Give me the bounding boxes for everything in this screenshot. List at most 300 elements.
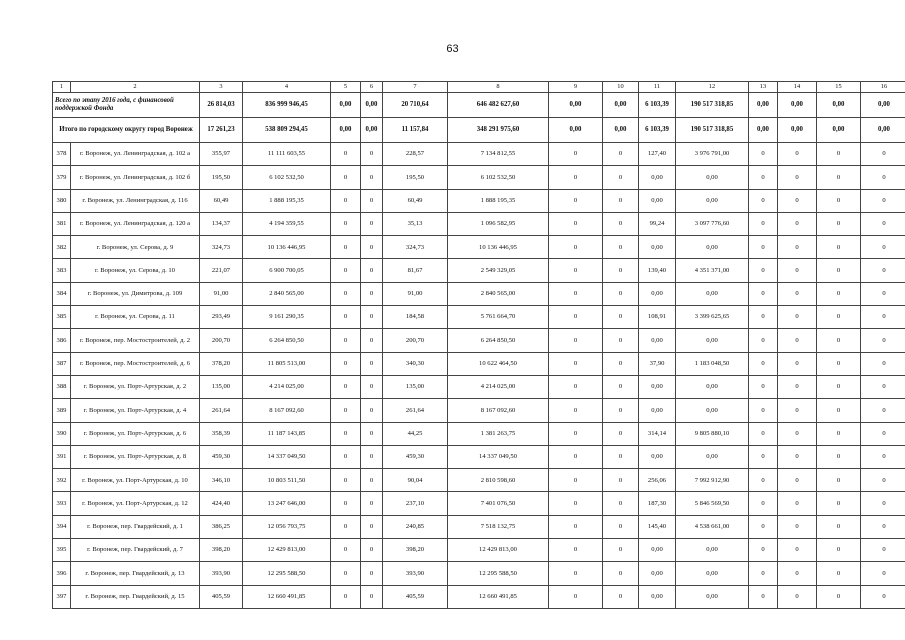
row-number: 380 [53, 189, 71, 212]
total-value: 0,00 [549, 118, 603, 143]
row-value: 60,49 [383, 189, 448, 212]
row-value: 10 622 464,50 [448, 352, 549, 375]
row-value: 2 840 565,00 [243, 282, 331, 305]
row-value: 0,00 [639, 585, 676, 608]
total-value: 836 999 946,45 [243, 93, 331, 118]
row-value: 200,70 [383, 329, 448, 352]
row-value: 8 167 092,60 [243, 399, 331, 422]
table-row [53, 259, 905, 282]
column-number: 5 [331, 82, 361, 93]
row-value: 0 [861, 515, 905, 538]
row-value: 81,67 [383, 259, 448, 282]
row-value: 0 [817, 259, 861, 282]
table-row [53, 585, 905, 608]
row-value: 424,40 [200, 492, 243, 515]
total-value: 0,00 [361, 118, 383, 143]
row-value: 324,73 [383, 236, 448, 259]
row-value: 0 [549, 306, 603, 329]
total-value: 0,00 [549, 93, 603, 118]
row-value: 7 401 076,50 [448, 492, 549, 515]
row-number: 382 [53, 236, 71, 259]
row-value: 11 805 513,00 [243, 352, 331, 375]
row-value: 0 [749, 143, 778, 166]
row-value: 4 538 661,00 [676, 515, 749, 538]
row-value: 6 264 850,50 [448, 329, 549, 352]
row-value: 0 [361, 212, 383, 235]
table-body [53, 82, 905, 609]
row-value: 12 056 793,75 [243, 515, 331, 538]
row-value: 4 351 371,00 [676, 259, 749, 282]
row-value: 134,37 [200, 212, 243, 235]
row-value: 0 [331, 143, 361, 166]
row-value: 0 [549, 212, 603, 235]
column-number: 16 [861, 82, 905, 93]
row-value: 340,30 [383, 352, 448, 375]
row-value: 4 214 025,00 [243, 375, 331, 398]
row-value: 0 [749, 259, 778, 282]
row-value: 9 161 290,35 [243, 306, 331, 329]
table-row [53, 143, 905, 166]
row-value: 0,00 [676, 562, 749, 585]
row-value: 0 [749, 585, 778, 608]
row-value: 0 [749, 329, 778, 352]
row-value: 135,00 [200, 375, 243, 398]
row-value: 0,00 [676, 585, 749, 608]
row-value: 1 381 263,75 [448, 422, 549, 445]
row-value: 91,00 [200, 282, 243, 305]
row-value: 195,50 [200, 166, 243, 189]
row-value: 0 [778, 329, 817, 352]
row-value: 0 [603, 259, 639, 282]
total-label: Всего по этапу 2016 года, с финансовой поддержкой Фонда [53, 93, 200, 118]
row-value: 139,40 [639, 259, 676, 282]
row-value: 184,58 [383, 306, 448, 329]
column-number: 15 [817, 82, 861, 93]
row-value: 7 518 132,75 [448, 515, 549, 538]
row-value: 0 [549, 282, 603, 305]
table-row [53, 539, 905, 562]
row-value: 0 [817, 282, 861, 305]
row-value: 0 [361, 422, 383, 445]
row-number: 384 [53, 282, 71, 305]
row-value: 0 [817, 375, 861, 398]
row-value: 324,73 [200, 236, 243, 259]
row-address: г. Воронеж, ул. Порт-Артурская, д. 8 [71, 445, 200, 468]
row-value: 0 [361, 469, 383, 492]
row-value: 0,00 [639, 329, 676, 352]
row-value: 0 [549, 539, 603, 562]
row-value: 0 [778, 212, 817, 235]
table-row [53, 399, 905, 422]
row-value: 0 [331, 445, 361, 468]
row-value: 0,00 [676, 329, 749, 352]
total-value: 0,00 [603, 118, 639, 143]
row-value: 0 [817, 469, 861, 492]
row-value: 37,90 [639, 352, 676, 375]
row-value: 3 399 625,65 [676, 306, 749, 329]
row-value: 0,00 [639, 189, 676, 212]
row-value: 0 [778, 259, 817, 282]
column-number: 1 [53, 82, 71, 93]
row-value: 14 337 049,50 [448, 445, 549, 468]
row-value: 6 900 700,05 [243, 259, 331, 282]
total-value: 11 157,84 [383, 118, 448, 143]
row-value: 0 [361, 399, 383, 422]
row-value: 0 [331, 166, 361, 189]
row-value: 0 [861, 143, 905, 166]
row-value: 0,00 [639, 445, 676, 468]
row-value: 0 [549, 189, 603, 212]
row-value: 256,06 [639, 469, 676, 492]
row-value: 0 [361, 189, 383, 212]
row-value: 0 [778, 166, 817, 189]
row-value: 0 [331, 352, 361, 375]
row-value: 0 [817, 445, 861, 468]
column-number: 2 [71, 82, 200, 93]
row-number: 391 [53, 445, 71, 468]
row-value: 2 840 565,00 [448, 282, 549, 305]
row-value: 0 [861, 562, 905, 585]
row-value: 12 295 588,50 [448, 562, 549, 585]
row-value: 0 [361, 143, 383, 166]
row-value: 2 549 329,05 [448, 259, 549, 282]
row-value: 9 805 880,10 [676, 422, 749, 445]
row-value: 0 [549, 375, 603, 398]
row-value: 0 [361, 236, 383, 259]
row-number: 379 [53, 166, 71, 189]
row-number: 397 [53, 585, 71, 608]
row-value: 0 [549, 236, 603, 259]
row-value: 386,25 [200, 515, 243, 538]
row-value: 0 [749, 212, 778, 235]
row-value: 1 888 195,35 [243, 189, 331, 212]
row-value: 0,00 [639, 562, 676, 585]
total-value: 26 814,03 [200, 93, 243, 118]
row-value: 0 [861, 259, 905, 282]
row-value: 398,20 [200, 539, 243, 562]
row-value: 0,00 [639, 539, 676, 562]
row-value: 0 [549, 515, 603, 538]
row-value: 0 [778, 445, 817, 468]
total-value: 0,00 [331, 118, 361, 143]
row-value: 4 194 359,55 [243, 212, 331, 235]
column-number-row [53, 82, 905, 93]
row-value: 145,40 [639, 515, 676, 538]
row-value: 0 [603, 562, 639, 585]
row-value: 0 [749, 469, 778, 492]
row-value: 0 [361, 375, 383, 398]
row-value: 0 [549, 492, 603, 515]
row-value: 0 [331, 515, 361, 538]
row-address: г. Воронеж, ул. Ленинградская, д. 102 а [71, 143, 200, 166]
row-value: 0 [549, 445, 603, 468]
row-value: 0,00 [676, 166, 749, 189]
row-value: 11 111 603,55 [243, 143, 331, 166]
row-address: г. Воронеж, пер. Мостостроителей, д. 2 [71, 329, 200, 352]
row-value: 0 [817, 189, 861, 212]
row-value: 0 [778, 236, 817, 259]
row-value: 0 [817, 306, 861, 329]
total-value: 0,00 [778, 118, 817, 143]
row-value: 0 [817, 166, 861, 189]
row-value: 0 [549, 562, 603, 585]
row-value: 0 [778, 539, 817, 562]
row-value: 0 [817, 399, 861, 422]
row-value: 293,49 [200, 306, 243, 329]
row-value: 0 [749, 189, 778, 212]
row-number: 393 [53, 492, 71, 515]
row-value: 0 [861, 189, 905, 212]
column-number: 4 [243, 82, 331, 93]
row-value: 0 [861, 539, 905, 562]
row-value: 0 [817, 329, 861, 352]
row-number: 396 [53, 562, 71, 585]
row-value: 8 167 092,60 [448, 399, 549, 422]
row-value: 0 [861, 445, 905, 468]
table-row [53, 492, 905, 515]
row-value: 0 [603, 189, 639, 212]
row-value: 0 [749, 236, 778, 259]
row-value: 0 [361, 329, 383, 352]
total-value: 0,00 [817, 118, 861, 143]
row-value: 3 976 791,00 [676, 143, 749, 166]
column-number: 10 [603, 82, 639, 93]
row-value: 0 [603, 329, 639, 352]
row-value: 127,40 [639, 143, 676, 166]
column-number: 6 [361, 82, 383, 93]
row-address: г. Воронеж, ул. Ленинградская, д. 102 б [71, 166, 200, 189]
row-value: 2 810 598,60 [448, 469, 549, 492]
row-address: г. Воронеж, ул. Ленинградская, д. 120 а [71, 212, 200, 235]
row-address: г. Воронеж, ул. Серова, д. 11 [71, 306, 200, 329]
row-value: 0,00 [676, 399, 749, 422]
total-value: 6 103,39 [639, 93, 676, 118]
table-row [53, 562, 905, 585]
row-number: 394 [53, 515, 71, 538]
row-value: 0 [603, 492, 639, 515]
row-value: 5 846 569,50 [676, 492, 749, 515]
row-address: г. Воронеж, пер. Гвардейский, д. 15 [71, 585, 200, 608]
row-value: 0 [861, 282, 905, 305]
row-value: 195,50 [383, 166, 448, 189]
table-row [53, 236, 905, 259]
row-value: 0 [861, 422, 905, 445]
row-value: 0 [361, 445, 383, 468]
row-value: 6 102 532,50 [448, 166, 549, 189]
row-value: 0 [817, 143, 861, 166]
row-number: 388 [53, 375, 71, 398]
row-address: г. Воронеж, пер. Мостостроителей, д. 6 [71, 352, 200, 375]
row-value: 0 [549, 585, 603, 608]
row-value: 393,90 [200, 562, 243, 585]
row-value: 0 [603, 445, 639, 468]
row-value: 0 [861, 375, 905, 398]
row-value: 0 [603, 212, 639, 235]
row-value: 1 183 048,50 [676, 352, 749, 375]
row-number: 383 [53, 259, 71, 282]
column-number: 7 [383, 82, 448, 93]
row-value: 0 [331, 492, 361, 515]
row-value: 459,30 [200, 445, 243, 468]
total-value: 0,00 [749, 93, 778, 118]
row-value: 10 136 446,95 [448, 236, 549, 259]
row-value: 0 [817, 539, 861, 562]
row-value: 0 [361, 539, 383, 562]
row-number: 381 [53, 212, 71, 235]
row-number: 392 [53, 469, 71, 492]
row-address: г. Воронеж, ул. Серова, д. 10 [71, 259, 200, 282]
total-label: Итого по городскому округу город Воронеж [53, 118, 200, 143]
row-number: 385 [53, 306, 71, 329]
row-value: 0 [749, 515, 778, 538]
row-value: 0 [749, 492, 778, 515]
row-value: 90,04 [383, 469, 448, 492]
table-row [53, 306, 905, 329]
row-value: 0 [861, 306, 905, 329]
row-value: 0 [361, 282, 383, 305]
column-number: 3 [200, 82, 243, 93]
row-value: 0,00 [639, 282, 676, 305]
row-value: 0 [331, 469, 361, 492]
row-value: 0 [603, 375, 639, 398]
row-value: 3 097 776,60 [676, 212, 749, 235]
row-address: г. Воронеж, ул. Серова, д. 9 [71, 236, 200, 259]
row-address: г. Воронеж, ул. Порт-Артурская, д. 12 [71, 492, 200, 515]
row-value: 44,25 [383, 422, 448, 445]
row-number: 387 [53, 352, 71, 375]
row-value: 0 [603, 236, 639, 259]
row-value: 237,10 [383, 492, 448, 515]
row-value: 0 [549, 422, 603, 445]
row-value: 405,59 [383, 585, 448, 608]
row-value: 0 [549, 143, 603, 166]
row-number: 389 [53, 399, 71, 422]
row-value: 0 [603, 166, 639, 189]
row-value: 0 [331, 539, 361, 562]
row-address: г. Воронеж, ул. Димитрова, д. 109 [71, 282, 200, 305]
row-value: 14 337 049,50 [243, 445, 331, 468]
total-row-stage [53, 93, 905, 118]
row-value: 6 264 850,50 [243, 329, 331, 352]
row-value: 0 [749, 399, 778, 422]
row-value: 0 [861, 352, 905, 375]
row-value: 0 [817, 492, 861, 515]
table-row [53, 189, 905, 212]
table-row [53, 166, 905, 189]
row-value: 0 [603, 585, 639, 608]
housing-program-table [52, 81, 905, 609]
row-value: 0 [749, 166, 778, 189]
row-value: 0 [817, 515, 861, 538]
row-value: 358,39 [200, 422, 243, 445]
row-value: 0 [603, 306, 639, 329]
row-value: 228,57 [383, 143, 448, 166]
row-value: 5 761 664,70 [448, 306, 549, 329]
row-value: 0 [549, 469, 603, 492]
row-value: 1 096 582,95 [448, 212, 549, 235]
row-number: 386 [53, 329, 71, 352]
row-value: 0,00 [676, 189, 749, 212]
total-value: 6 103,39 [639, 118, 676, 143]
total-value: 0,00 [778, 93, 817, 118]
row-value: 240,85 [383, 515, 448, 538]
row-value: 0 [817, 236, 861, 259]
row-value: 0,00 [639, 399, 676, 422]
column-number: 11 [639, 82, 676, 93]
row-value: 0 [361, 515, 383, 538]
row-value: 0 [603, 469, 639, 492]
row-value: 10 136 446,95 [243, 236, 331, 259]
row-value: 0 [749, 306, 778, 329]
row-value: 0 [778, 399, 817, 422]
table-row [53, 329, 905, 352]
row-address: г. Воронеж, ул. Порт-Артурская, д. 4 [71, 399, 200, 422]
row-value: 0 [331, 329, 361, 352]
row-value: 0 [549, 329, 603, 352]
row-value: 0 [861, 585, 905, 608]
row-value: 393,90 [383, 562, 448, 585]
row-value: 459,30 [383, 445, 448, 468]
row-address: г. Воронеж, пер. Гвардейский, д. 1 [71, 515, 200, 538]
row-value: 135,00 [383, 375, 448, 398]
row-value: 0 [361, 562, 383, 585]
row-value: 7 134 812,55 [448, 143, 549, 166]
total-row-city [53, 118, 905, 143]
row-value: 0 [331, 585, 361, 608]
row-value: 0 [603, 282, 639, 305]
row-value: 0,00 [676, 375, 749, 398]
row-value: 261,64 [200, 399, 243, 422]
row-value: 0 [603, 143, 639, 166]
row-address: г. Воронеж, пер. Гвардейский, д. 7 [71, 539, 200, 562]
row-value: 12 429 813,00 [243, 539, 331, 562]
row-value: 0 [549, 166, 603, 189]
column-number: 12 [676, 82, 749, 93]
row-value: 0 [331, 259, 361, 282]
row-value: 0 [861, 212, 905, 235]
row-value: 0 [778, 375, 817, 398]
column-number: 8 [448, 82, 549, 93]
total-value: 0,00 [603, 93, 639, 118]
row-value: 0 [817, 212, 861, 235]
column-number: 9 [549, 82, 603, 93]
row-value: 91,00 [383, 282, 448, 305]
row-value: 0 [817, 585, 861, 608]
total-value: 190 517 318,85 [676, 118, 749, 143]
row-number: 395 [53, 539, 71, 562]
table-row [53, 469, 905, 492]
row-value: 35,13 [383, 212, 448, 235]
row-value: 12 660 491,85 [448, 585, 549, 608]
row-value: 0 [778, 143, 817, 166]
row-value: 0 [331, 282, 361, 305]
row-value: 0 [817, 422, 861, 445]
row-value: 314,14 [639, 422, 676, 445]
row-value: 187,30 [639, 492, 676, 515]
total-value: 348 291 975,60 [448, 118, 549, 143]
row-value: 0 [861, 469, 905, 492]
row-value: 0 [778, 469, 817, 492]
total-value: 0,00 [861, 118, 905, 143]
row-value: 0 [861, 399, 905, 422]
row-number: 378 [53, 143, 71, 166]
row-value: 0 [749, 375, 778, 398]
row-value: 0 [778, 282, 817, 305]
column-number: 13 [749, 82, 778, 93]
row-address: г. Воронеж, ул. Порт-Артурская, д. 2 [71, 375, 200, 398]
row-value: 0 [778, 492, 817, 515]
column-number: 14 [778, 82, 817, 93]
